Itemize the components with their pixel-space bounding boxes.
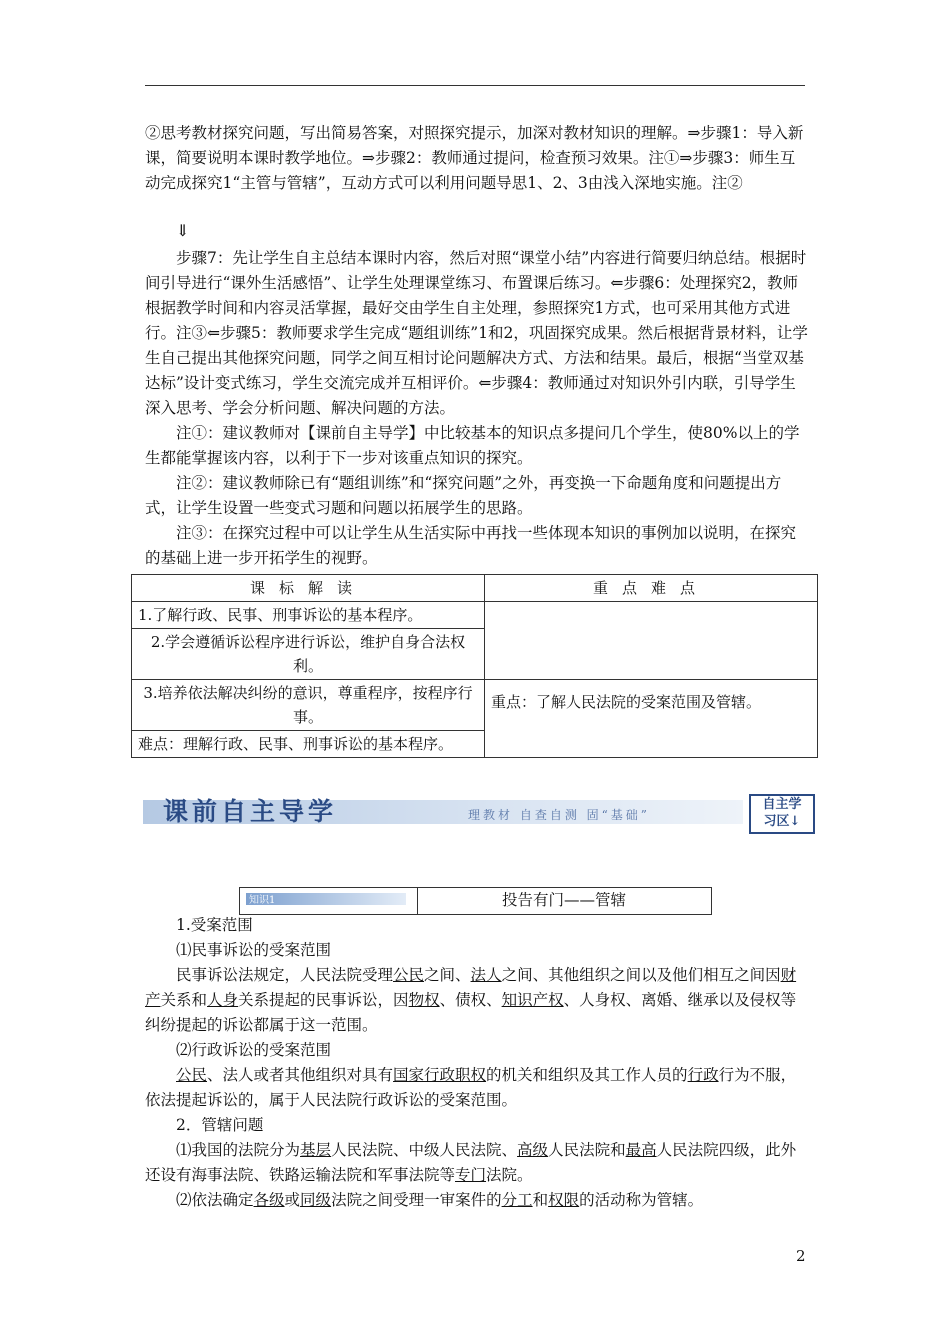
key-point: 重点：了解人民法院的受案范围及管辖。 xyxy=(485,680,818,758)
section-1-title: 1.受案范围 xyxy=(176,916,253,934)
blank-answer: 专门 xyxy=(455,1166,487,1184)
badge-line-2: 习区↓ xyxy=(763,814,801,829)
banner-subtitle: 理教材 自查自测 固“基础” xyxy=(468,808,650,822)
process-step-4-7: 步骤7：先让学生自主总结本课时内容，然后对照“课堂小结”内容进行简要归纳总结。根据时间引导进行“课外生活感悟”、让学生处理课堂练习、布置课后练习。⇐步骤6：处理探究2，教师根据教学时间和内容灵活掌握，最好交由学生自主处理，参照探究1方式，也可采用其他方式进行。注③⇐步骤5：教师要求学生完成“题组训练”1和2，巩固探究成果。然后根据背景材料，让学生自己提出其他探究问题，同学之间互相讨论问题解决方式、方法和结果。最后，根据“当堂双基达标”设计变式练习，学生交流完成并互相评价。⇐步骤4：教师通过对知识外引内联，引导学生深入思考、学会分析问题、解决问题的方法。 xyxy=(145,249,808,417)
standard-1: 1.了解行政、民事、刑事诉讼的基本程序。 xyxy=(132,602,485,629)
blank-answer: 基层 xyxy=(300,1141,332,1159)
blank-answer: 最高 xyxy=(625,1141,657,1159)
section-2-title: 2．管辖问题 xyxy=(176,1116,264,1134)
header-standards: 课标解读 xyxy=(132,575,485,602)
blank-answer: 分工 xyxy=(501,1191,533,1209)
blank-answer: 法人 xyxy=(470,966,502,984)
blank-answer: 物权 xyxy=(408,991,440,1009)
page-number: 2 xyxy=(796,1247,806,1265)
table-row xyxy=(132,602,818,629)
section-1-1-title: ⑴民事诉讼的受案范围 xyxy=(176,941,332,959)
process-step-1-3: ②思考教材探究问题，写出简易答案，对照探究提示，加深对教材知识的理解。⇒步骤1：导入新课，简要说明本课时教学地位。⇒步骤2：教师通过提问，检查预习效果。注①⇒步骤3：师生互动完成探究1“主管与管辖”，互动方式可以利用问题导思1、2、3由浅入深地实施。注② xyxy=(145,124,804,192)
blank-answer: 公民 xyxy=(393,966,425,984)
header-rule xyxy=(145,85,805,86)
blank-answer: 人身 xyxy=(207,991,239,1009)
section-1-2-title: ⑵行政诉讼的受案范围 xyxy=(176,1041,332,1059)
blank-answer: 知识产权 xyxy=(501,991,564,1009)
table-header-row xyxy=(132,575,818,602)
tag-label: 知识1 xyxy=(249,895,276,906)
badge-line-1: 自主学 xyxy=(762,797,802,812)
standard-3: 3.培养依法解决纠纷的意识，尊重程序，按程序行事。 xyxy=(132,680,485,731)
empty-cell xyxy=(485,602,818,680)
admin-scope-text: 公民、法人或者其他组织对具有国家行政职权的机关和组织及其工作人员的行政行为不服，依法提起诉讼的，属于人民法院行政诉讼的受案范围。 xyxy=(145,1066,797,1109)
curriculum-standards-table xyxy=(131,574,818,758)
banner-title: 课前自主导学 xyxy=(163,797,338,826)
blank-answer: 权限 xyxy=(548,1191,580,1209)
blank-answer: 同级 xyxy=(300,1191,332,1209)
self-study-badge xyxy=(749,794,815,834)
note-3: 注③：在探究过程中可以让学生从生活实际中再找一些体现本知识的事例加以说明，在探究的基础上进一步开拓学生的视野。 xyxy=(145,524,797,567)
blank-answer: 各级 xyxy=(253,1191,285,1209)
jurisdiction-definition: ⑵依法确定各级或同级法院之间受理一审案件的分工和权限的活动称为管辖。 xyxy=(176,1191,704,1209)
knowledge-heading-box xyxy=(239,887,712,915)
blank-answer: 行政 xyxy=(687,1066,719,1084)
blank-answer: 公民 xyxy=(176,1066,208,1084)
table-row xyxy=(132,680,818,731)
note-1: 注①：建议教师对【课前自主导学】中比较基本的知识点多提问几个学生，使80%以上的学生都能掌握该内容，以利于下一步对该重点知识的探究。 xyxy=(145,424,800,467)
knowledge-heading: 投告有门——管辖 xyxy=(501,891,626,909)
section-banner xyxy=(143,792,815,832)
knowledge-tag xyxy=(240,888,418,914)
civil-scope-text: 民事诉讼法规定，人民法院受理公民之间、法人之间、其他组织之间以及他们相互之间因财产关系和人身关系提起的民事诉讼，因物权、债权、知识产权、人身权、离婚、继承以及侵权等纠纷提起的诉讼都属于这一范围。 xyxy=(145,966,797,1034)
header-key-difficult: 重点难点 xyxy=(485,575,818,602)
note-2: 注②：建议教师除已有“题组训练”和“探究问题”之外，再变换一下命题角度和问题提出方式，让学生设置一些变式习题和问题以拓展学生的思路。 xyxy=(145,474,782,517)
difficulty: 难点：理解行政、民事、刑事诉讼的基本程序。 xyxy=(132,731,485,758)
standard-2: 2.学会遵循诉讼程序进行诉讼，维护自身合法权利。 xyxy=(132,629,485,680)
blank-answer: 高级 xyxy=(517,1141,549,1159)
down-arrow-icon: ⇓ xyxy=(176,221,190,240)
blank-answer: 财产 xyxy=(145,966,797,1009)
blank-answer: 国家行政职权 xyxy=(393,1066,487,1084)
court-levels-text: ⑴我国的法院分为基层人民法院、中级人民法院、高级人民法院和最高人民法院四级，此外还设有海事法院、铁路运输法院和军事法院等专门法院。 xyxy=(145,1141,797,1184)
